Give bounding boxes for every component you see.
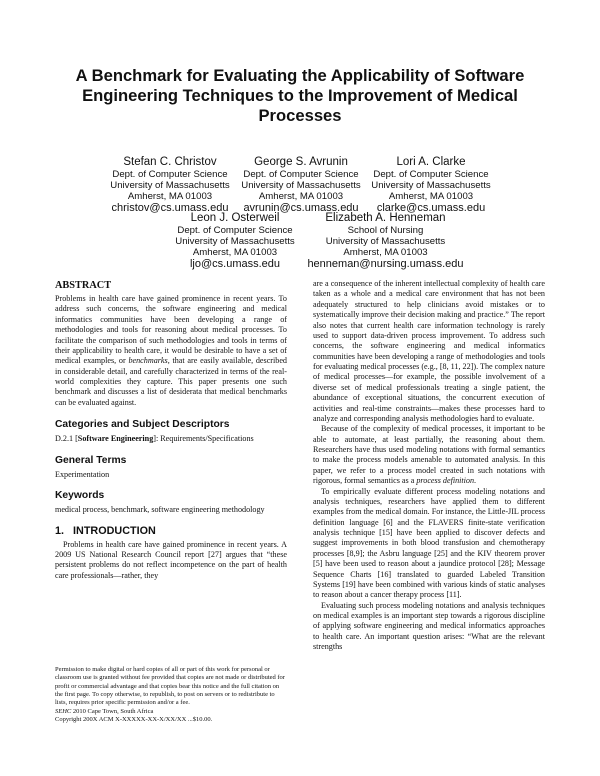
author-block: [105, 155, 235, 215]
abstract-heading: ABSTRACT: [55, 280, 112, 291]
author-affiliation: Dept. of Computer Science: [112, 169, 228, 180]
author-block: [236, 155, 366, 215]
general-terms-heading: General Terms: [55, 454, 127, 466]
general-terms-text: Experimentation: [55, 469, 110, 479]
categories-heading: Categories and Subject Descriptors: [55, 419, 230, 431]
author-affiliation: University of Massachusetts: [325, 236, 446, 247]
author-affiliation: Amherst, MA 01003: [343, 247, 428, 258]
author-name: Leon J. Osterweil: [190, 212, 280, 224]
author-name: George S. Avrunin: [254, 156, 348, 168]
author-affiliation: Dept. of Computer Science: [177, 225, 293, 236]
intro-paragraph: Problems in health care have gained prominence in recent years. A 2009 US National Research Council report [27] argues that “these persistent problems do not reflect incompetence on the part of health care professionals—rather, they: [55, 539, 287, 580]
author-block: [160, 211, 310, 271]
author-block: [298, 211, 473, 271]
abstract-emphasis: benchmarks: [128, 356, 168, 366]
author-name: Lori A. Clarke: [396, 156, 466, 168]
author-affiliation: Amherst, MA 01003: [192, 247, 278, 258]
categories-text: D.2.1 [Software Engineering]: Requirements/Specifications: [55, 434, 254, 444]
author-name: Elizabeth A. Henneman: [325, 212, 446, 224]
author-affiliation: Amherst, MA 01003: [258, 191, 344, 202]
author-email: christov@cs.umass.edu: [111, 202, 229, 214]
author-affiliation: Amherst, MA 01003: [388, 191, 474, 202]
author-email: henneman@nursing.umass.edu: [307, 258, 464, 270]
keywords-text: medical process, benchmark, software engineering methodology: [55, 504, 265, 514]
author-affiliation: Dept. of Computer Science: [373, 169, 489, 180]
body-paragraph: To empirically evaluate different process modeling notations and analysis techniques, researchers have applied them to different examples from the medical domain. For instance, the Little-JIL process definition language [6] and the FLAVERS finite-state verification analysis technique [15] have been applied to discover defects and suggest improvements in both blood transfusion and chemotherapy processes [8,9]; the Asbru language [25] and the KIV theorem prover [5] have been used to reason about a jaundice protocol [28]; Message Sequence Charts [16] translated to guarded Labeled Transition Systems [19] have been combined with various kinds of static analyses to reason about a cancer therapy process [11].: [313, 486, 545, 600]
author-block: [366, 155, 496, 215]
categories-bold: Software Engineering: [77, 434, 154, 444]
author-affiliation: University of Massachusetts: [371, 180, 491, 191]
author-affiliation: School of Nursing: [347, 225, 424, 236]
body-paragraph: Because of the complexity of medical processes, it important to be able to automate, at least partially, the reasoning about them. Researchers have thus used modeling notations with formal semantics to make the process models amenable to automated analysis. In this paper, we refer to a process model created in such notations with rigorous, formal semantics as a process definition.: [313, 424, 545, 486]
author-affiliation: Amherst, MA 01003: [127, 191, 213, 202]
permission-text: Permission to make digital or hard copies of all or part of this work for personal or classroom use is granted without fee provided that copies are not made or distributed for profit or commercial advantage and that copies bear this notice and the full citation on the first page. To copy otherwise, to republish, to post on servers or to redistribute to lists, requires prior specific permission and/or a fee.: [55, 666, 285, 707]
paper-title: A Benchmark for Evaluating the Applicability of Software Engineering Techniques to the Improvement of Medical Processes: [75, 66, 525, 125]
author-affiliation: University of Massachusetts: [241, 180, 361, 191]
left-column: [55, 279, 287, 581]
right-column: [313, 279, 545, 653]
author-name: Stefan C. Christov: [123, 156, 217, 168]
definition-emphasis: process definition: [416, 476, 475, 486]
author-email: clarke@cs.umass.edu: [376, 202, 486, 214]
author-affiliation: University of Massachusetts: [175, 236, 295, 247]
copyright-footnote: [55, 666, 287, 724]
abstract-text: Problems in health care have gained prominence in recent years. To address such concerns, the software engineering and medical informatics communities have been developing a range of methodologies and tools for reasoning about medical processes. To facilitate the comparison of such methodologies and tools in terms of their applicability to health care, it would be desirable to have a set of medical examples, or benchmarks, that are easily available, described in considerable detail, and carefully characterized in terms of the real-world complexities they capture. This paper presents one such benchmark and discusses a list of desiderata that medical benchmarks can be evaluated against.: [55, 294, 287, 407]
venue-text: SEHC 2010 Cape Town, South Africa: [55, 707, 154, 715]
body-paragraph: Evaluating such process modeling notations and analysis techniques on medical examples is an important step towards a rigorous discipline of applying software engineering and medical informatics approaches to health care. An important question arises: “What are the relevant strengths: [313, 600, 545, 652]
intro-heading: 1. INTRODUCTION: [55, 525, 156, 538]
keywords-heading: Keywords: [55, 489, 105, 501]
author-email: avrunin@cs.umass.edu: [243, 202, 359, 214]
author-affiliation: University of Massachusetts: [110, 180, 230, 191]
body-paragraph: are a consequence of the inherent intellectual complexity of health care taken as a whole and a medical care environment that has not been adequately structured to help clinicians avoid mistakes or to systematically improve their decision making and practice.” The report also notes that current health care information technology is rarely used to support data-driven process improvement. To address such concerns, the software engineering and medical informatics communities have been developing a range of methodologies and tools for evaluating medical processes (e.g., [8, 11, 22]). The complex nature of medical processes—for example, the possible involvement of a diverse set of medical professionals treating a single patient, the abundance of exceptional situations, the concurrent execution of activities and real-time constraints—makes these processes hard to analyze and corresponding analysis methodologies hard to evaluate.: [313, 279, 545, 423]
author-email: ljo@cs.umass.edu: [189, 258, 281, 270]
copyright-text: Copyright 200X ACM X-XXXXX-XX-X/XX/XX ...$10.00.: [55, 716, 213, 724]
author-affiliation: Dept. of Computer Science: [243, 169, 359, 180]
